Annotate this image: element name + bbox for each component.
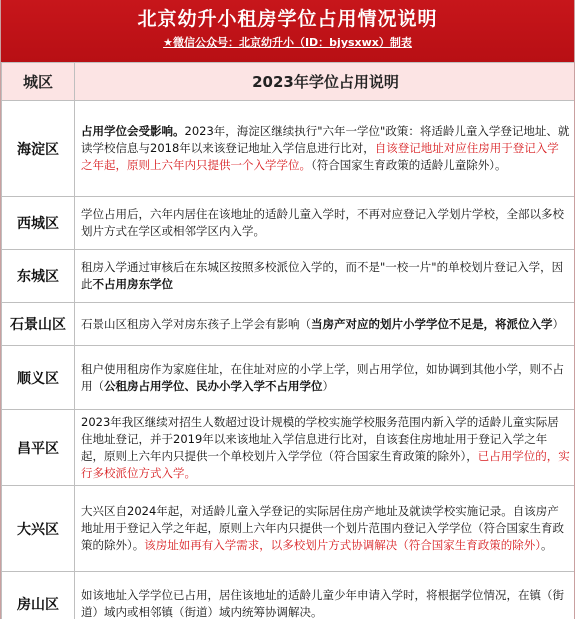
description-cell xyxy=(75,486,575,572)
desc-text: 大兴区自2024年起，对适龄儿童入学登记的实际居住房产地址及就读学校实施记录。自该房产地址用于登记入学之年起，原则上六年内只提供一个划片范围内登记入学学位（符合国家生育政策的除外）。 xyxy=(81,504,564,552)
column-header-region: 城区 xyxy=(2,63,75,101)
description-cell xyxy=(75,197,575,250)
region-cell: 海淀区 xyxy=(2,101,75,197)
column-header-description: 2023年学位占用说明 xyxy=(75,63,575,101)
table-row xyxy=(2,572,575,619)
region-cell: 西城区 xyxy=(2,197,75,250)
region-cell: 昌平区 xyxy=(2,410,75,486)
table-header-row xyxy=(2,63,575,101)
desc-text: 。 xyxy=(541,538,553,552)
region-cell: 房山区 xyxy=(2,572,75,619)
table-row xyxy=(2,101,575,197)
desc-bold: 公租房占用学位、民办小学入学不占用学位 xyxy=(104,378,323,393)
desc-text: ） xyxy=(322,378,334,393)
desc-text: 学位占用后，六年内居住在该地址的适龄儿童入学时，不再对应登记入学划片学校，全部以多校划片方式在学区或相邻学区内入学。 xyxy=(81,207,564,238)
table-row xyxy=(2,346,575,410)
desc-text: 石景山区租房入学对房东孩子上学会有影响（ xyxy=(81,316,311,331)
header-banner xyxy=(1,0,574,62)
desc-text: 2023年，海淀区继续执行"六年一学位"政策：将适龄儿童入学登记地址、就读学校信息与2018年以来该登记地址入学信息进行比对， xyxy=(81,124,570,155)
desc-text: （符合国家生育政策的适龄儿童除外）。 xyxy=(311,158,507,172)
desc-text: 租户使用租房作为家庭住址，在住址对应的小学上学，则占用学位，如协调到其他小学，则不占用（ xyxy=(81,361,564,393)
desc-highlight: 该房址如再有入学需求，以多校划片方式协调解决（符合国家生育政策的除外） xyxy=(144,538,541,552)
page-subtitle: ★微信公众号：北京幼升小（ID：bjysxwx）制表 xyxy=(163,36,412,49)
desc-bold: 不占用房东学位 xyxy=(92,277,173,291)
region-cell: 顺义区 xyxy=(2,346,75,410)
table-row xyxy=(2,486,575,572)
page-title: 北京幼升小租房学位占用情况说明 xyxy=(137,8,438,30)
desc-text: 租房入学通过审核后在东城区按照多校派位入学的，而不是"一校一片"的单校划片登记入学，因此 xyxy=(81,260,564,291)
description-cell xyxy=(75,250,575,303)
description-cell xyxy=(75,101,575,197)
policy-table xyxy=(1,62,575,619)
region-cell: 东城区 xyxy=(2,250,75,303)
desc-highlight: 自该登记地址对应住房用于登记入学之年起，原则上六年内只提供一个入学学位。 xyxy=(81,141,559,172)
description-cell xyxy=(75,410,575,486)
desc-text: 如该地址入学学位已占用，居住该地址的适龄儿童少年申请入学时，将根据学位情况，在镇（街道）域内或相邻镇（街道）域内统筹协调解决。 xyxy=(81,587,564,619)
table-row xyxy=(2,303,575,346)
desc-text: 2023年我区继续对招生人数超过设计规模的学校实施学校服务范围内新入学的适龄儿童实际居住地址登记，并于2019年以来该地址入学信息进行比对，自该套住房地址用于登记入学之年起，原则上六年内只提供一个单校划片入学学位（符合国家生育政策的除外）， xyxy=(81,414,559,463)
region-cell: 石景山区 xyxy=(2,303,75,346)
table-row xyxy=(2,197,575,250)
table-row xyxy=(2,250,575,303)
description-cell xyxy=(75,346,575,410)
description-cell xyxy=(75,303,575,346)
desc-text: ） xyxy=(552,316,564,331)
desc-highlight: 已占用学位的，实行多校派位方式入学。 xyxy=(81,448,570,480)
desc-bold: 当房产对应的划片小学学位不足是，将派位入学 xyxy=(311,316,553,331)
region-cell: 大兴区 xyxy=(2,486,75,572)
desc-text: 占用学位会受影响。 xyxy=(81,124,185,138)
description-cell xyxy=(75,572,575,619)
table-row xyxy=(2,410,575,486)
